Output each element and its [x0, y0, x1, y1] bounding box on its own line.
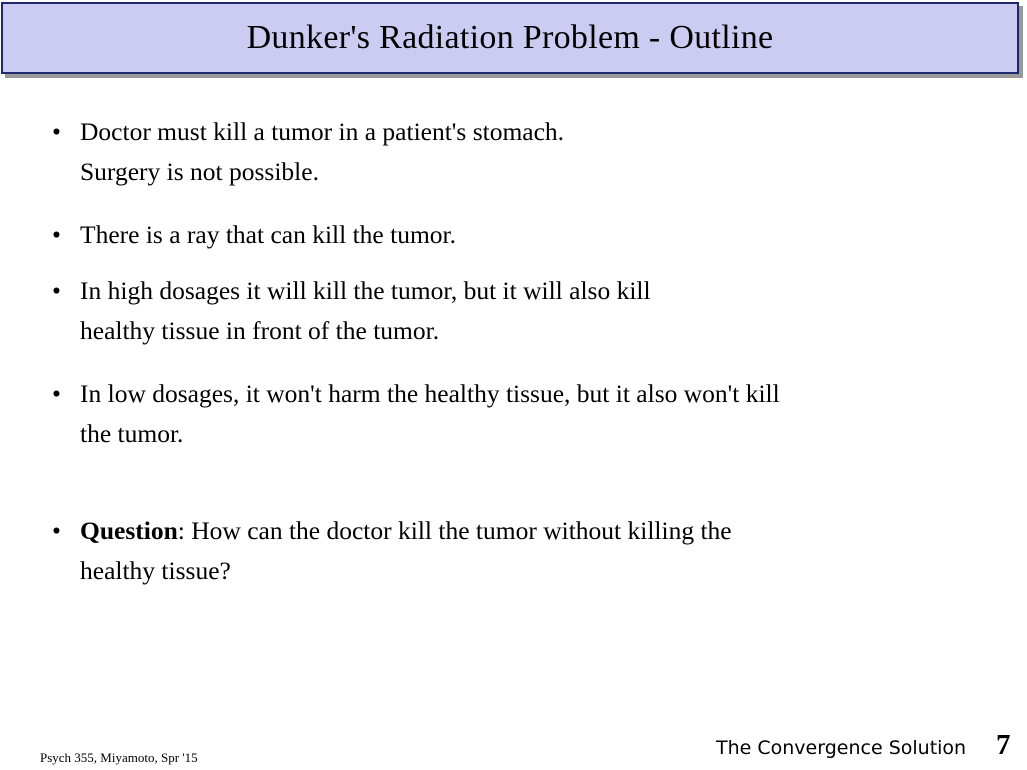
bullet-dot-icon: •: [52, 220, 61, 249]
title-banner: [1, 2, 1019, 74]
bullet-item: [52, 271, 651, 351]
page-number: 7: [996, 729, 1011, 761]
footer-section-title: The Convergence Solution: [716, 737, 967, 759]
bullet-text-line: healthy tissue in front of the tumor.: [80, 316, 440, 345]
bullet-text-line: In high dosages it will kill the tumor, but it will also kill: [80, 276, 651, 305]
bullet-item: [52, 215, 456, 255]
bullet-dot-icon: •: [52, 379, 61, 408]
bullet-dot-icon: •: [52, 516, 61, 545]
question-bullet: [52, 511, 732, 591]
slide-title: Dunker's Radiation Problem - Outline: [246, 19, 774, 56]
bullet-text-line: Doctor must kill a tumor in a patient's stomach.: [80, 117, 565, 146]
bullet-item: [52, 112, 564, 192]
bullet-dot-icon: •: [52, 276, 61, 305]
question-line: [80, 511, 732, 551]
bullet-text-line: In low dosages, it won't harm the healthy tissue, but it also won't kill: [80, 379, 780, 408]
bullet-text-line: healthy tissue?: [80, 556, 231, 585]
bullet-text-line: Surgery is not possible.: [80, 157, 319, 186]
bullet-text-line: There is a ray that can kill the tumor.: [80, 220, 457, 249]
bullet-text-line: the tumor.: [80, 419, 184, 448]
bullet-dot-icon: •: [52, 117, 61, 146]
question-text: : How can the doctor kill the tumor without killing the: [177, 516, 732, 545]
bullet-item: [52, 374, 780, 454]
footer-course-info: Psych 355, Miyamoto, Spr '15: [40, 750, 198, 765]
question-label: Question: [80, 516, 178, 545]
